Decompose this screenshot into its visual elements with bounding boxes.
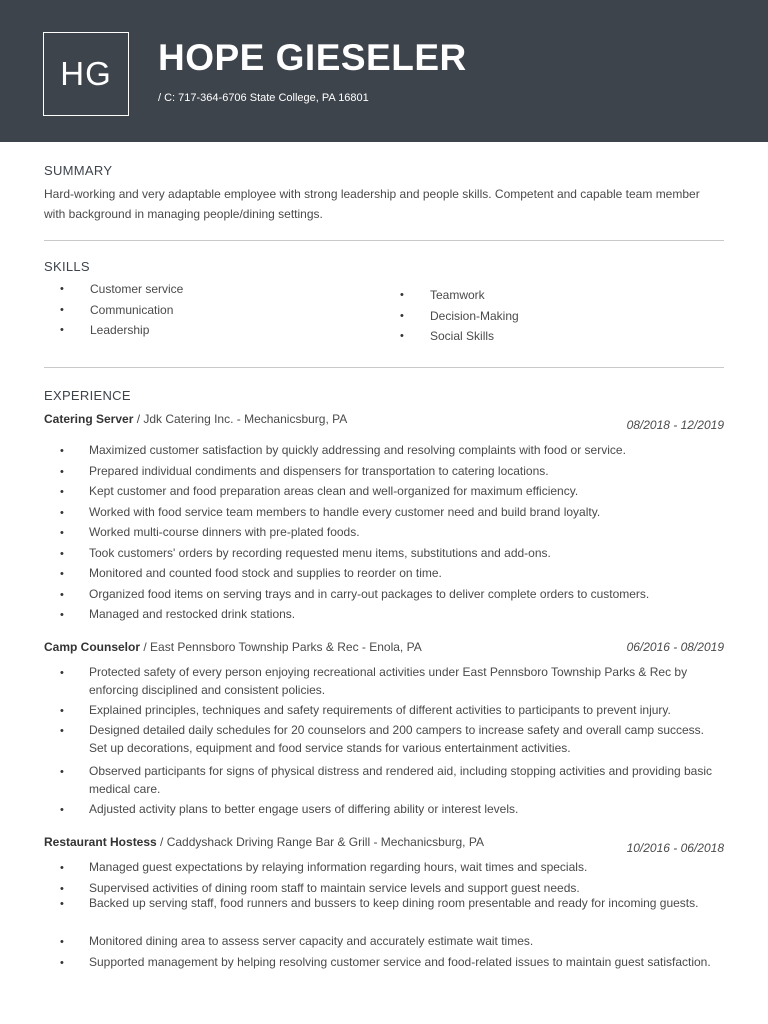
skill-item: • Leadership (60, 320, 183, 341)
job-bullet: • Took customers' orders by recording requested menu items, substitutions and add-ons. (60, 544, 724, 565)
skills-heading: SKILLS (44, 259, 90, 274)
job-bullet: • Supervised activities of dining room staff to maintain service levels and support guest needs. (60, 879, 724, 894)
job-company: / Caddyshack Driving Range Bar & Grill - Mechanicsburg, PA (156, 835, 484, 849)
skill-item: • Teamwork (400, 285, 519, 306)
skill-item: • Communication (60, 300, 183, 321)
job-bullet: • Managed and restocked drink stations. (60, 605, 724, 626)
job-bullet: • Backed up serving staff, food runners and bussers to keep dining room presentable and ready for incoming guests. (60, 894, 724, 932)
skill-item: • Customer service (60, 279, 183, 300)
section-divider (44, 367, 724, 368)
summary-text: Hard-working and very adaptable employee with strong leadership and people skills. Competent and capable team member with background in managing people/dining settings. (44, 187, 700, 221)
job-bullet: • Worked with food service team members to handle every customer need and build brand loyalty. (60, 503, 724, 524)
job-title: Catering Server (44, 412, 134, 426)
monogram-badge: HG (43, 32, 129, 116)
job-title: Restaurant Hostess (44, 835, 157, 849)
experience-heading: EXPERIENCE (44, 388, 131, 403)
skills-list-left (60, 279, 183, 341)
job-header (44, 835, 724, 849)
skill-item: • Social Skills (400, 326, 519, 347)
job-bullet: • Kept customer and food preparation areas clean and well-organized for maximum efficiency. (60, 482, 724, 503)
job-bullet: • Observed participants for signs of physical distress and rendered aid, including stopping activities and providing basic medical care. (60, 762, 724, 800)
contact-line: / C: 717-364-6706 State College, PA 16801 (158, 92, 369, 104)
job-dates: 08/2018 - 12/2019 (626, 418, 724, 432)
resume-header (0, 0, 768, 142)
job-dates: 10/2016 - 06/2018 (626, 841, 724, 855)
job-bullet: • Prepared individual condiments and dispensers for transportation to catering locations. (60, 462, 724, 483)
job-bullet: • Monitored dining area to assess server capacity and accurately estimate wait times. (60, 932, 724, 953)
job-header (44, 640, 724, 654)
job-bullet: • Worked multi-course dinners with pre-plated foods. (60, 523, 724, 544)
section-divider (44, 240, 724, 241)
job-title: Camp Counselor (44, 640, 141, 654)
job-bullet: • Monitored and counted food stock and supplies to reorder on time. (60, 564, 724, 585)
skills-list-right (400, 285, 519, 347)
job-bullet: • Organized food items on serving trays and in carry-out packages to deliver complete orders to customers. (60, 585, 724, 606)
job-bullets (60, 663, 724, 820)
job-dates: 06/2016 - 08/2019 (626, 640, 724, 654)
job-header (44, 412, 724, 426)
job-bullet: • Supported management by helping resolving customer service and food-related issues to maintain guest satisfaction. (60, 953, 724, 991)
summary-heading: SUMMARY (44, 163, 113, 178)
job-bullets (60, 858, 724, 991)
job-bullet: • Explained principles, techniques and safety requirements of different activities to participants to prevent injury. (60, 701, 724, 721)
job-bullets (60, 441, 724, 626)
skill-item: • Decision-Making (400, 306, 519, 327)
job-bullet: • Maximized customer satisfaction by quickly addressing and resolving complaints with food or service. (60, 441, 724, 462)
job-company: / East Pennsboro Township Parks & Rec - Enola, PA (140, 640, 422, 654)
candidate-name: HOPE GIESELER (158, 37, 467, 78)
job-bullet: • Designed detailed daily schedules for 20 counselors and 200 campers to increase safety and overall camp success. Set up decorations, equipment and food service stands for various entertainment activities. (60, 721, 724, 762)
job-company: / Jdk Catering Inc. - Mechanicsburg, PA (133, 412, 348, 426)
job-bullet: • Protected safety of every person enjoying recreational activities under East Pennsboro Township Parks & Rec by enforcing disciplined and consistent policies. (60, 663, 724, 701)
job-bullet: • Managed guest expectations by relaying information regarding hours, wait times and specials. (60, 858, 724, 879)
job-bullet: • Adjusted activity plans to better engage users of differing ability or interest levels. (60, 800, 724, 820)
